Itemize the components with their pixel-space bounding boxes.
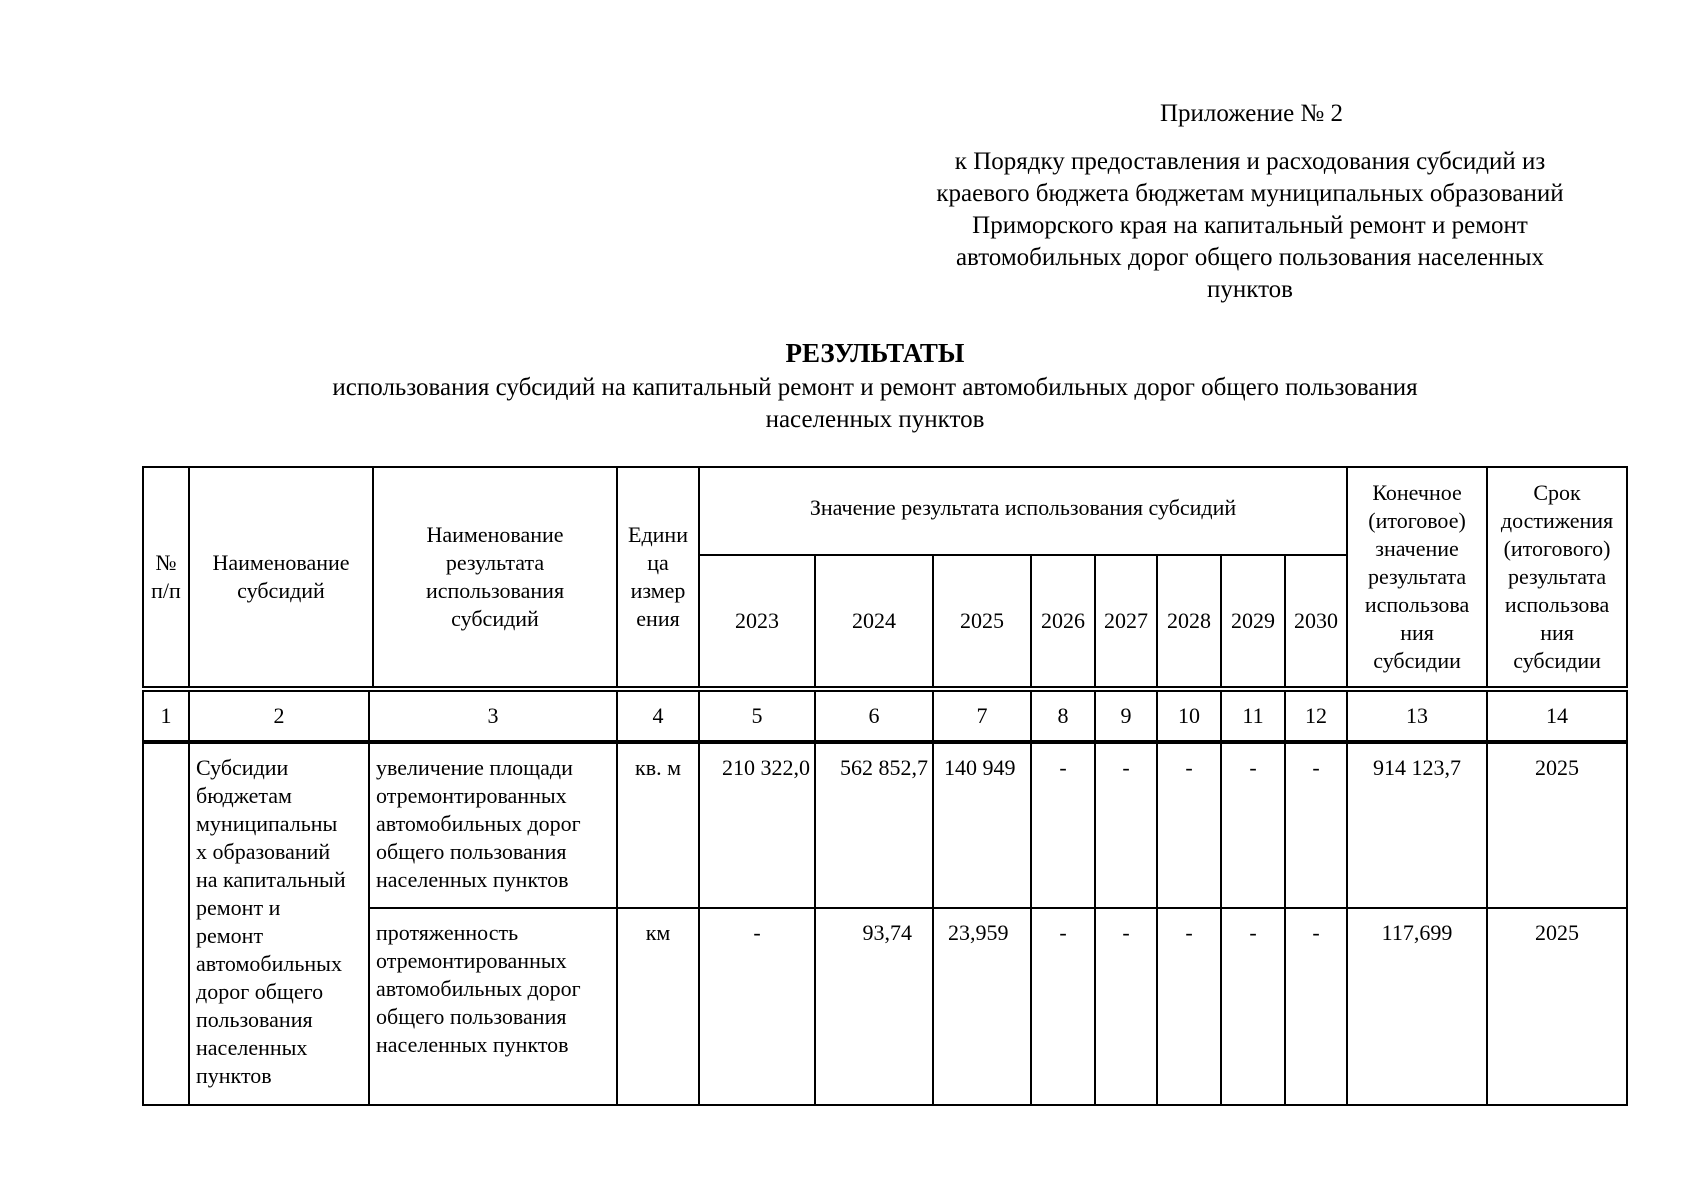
cell-text: общего пользования xyxy=(376,1004,567,1029)
cell-text: населенных xyxy=(196,1035,308,1060)
row-number-cell xyxy=(143,743,189,1105)
column-number: 14 xyxy=(1487,691,1627,741)
cell-text: автомобильных дорог xyxy=(376,811,581,836)
cell-text: отремонтированных xyxy=(376,948,567,973)
deadline-cell: 2025 xyxy=(1487,743,1627,908)
header-text: (итогового) xyxy=(1503,536,1611,561)
subheading-line: использования субсидий на капитальный ремонт и ремонт автомобильных дорог общего пользования xyxy=(332,374,1418,401)
cell-text: ремонт xyxy=(196,923,264,948)
value-cell: - xyxy=(1031,743,1095,908)
header-year: 2028 xyxy=(1157,555,1221,687)
subsidy-name-cell xyxy=(189,743,369,1105)
header-text: субсидий xyxy=(237,578,325,603)
value-cell: 93,74 xyxy=(815,908,933,1105)
column-number: 7 xyxy=(933,691,1031,741)
column-number: 11 xyxy=(1221,691,1285,741)
header-text: ца xyxy=(647,550,669,575)
header-year: 2030 xyxy=(1285,555,1347,687)
header-text: п/п xyxy=(151,578,181,603)
cell-text: пунктов xyxy=(196,1063,272,1088)
header-text: Наименование xyxy=(426,522,564,547)
header-text: субсидии xyxy=(1373,648,1461,673)
header-text: достижения xyxy=(1500,508,1614,533)
column-number: 9 xyxy=(1095,691,1157,741)
value-cell: - xyxy=(1221,908,1285,1105)
cell-text: автомобильных xyxy=(196,951,342,976)
header-text: ения xyxy=(636,606,680,631)
header-year: 2025 xyxy=(933,555,1031,687)
column-number: 2 xyxy=(189,691,369,741)
header-text: ния xyxy=(1540,620,1574,645)
subheading-line: населенных пунктов xyxy=(765,406,985,433)
header-final-value xyxy=(1347,467,1487,687)
cell-text: населенных пунктов xyxy=(376,1032,569,1057)
column-number: 10 xyxy=(1157,691,1221,741)
header-text: результата xyxy=(1507,564,1607,589)
header-text: Наименование xyxy=(212,550,350,575)
unit-cell: км xyxy=(617,908,699,1105)
cell-text: увеличение площади xyxy=(376,755,573,780)
cell-text: дорог общего xyxy=(196,979,324,1004)
appendix-line: пунктов xyxy=(1207,276,1293,303)
header-deadline xyxy=(1487,467,1627,687)
results-table-header xyxy=(142,466,1628,688)
unit-cell: кв. м xyxy=(617,743,699,908)
value-cell: - xyxy=(699,908,815,1105)
header-text: использова xyxy=(1504,592,1610,617)
cell-text: автомобильных дорог xyxy=(376,976,581,1001)
header-text: субсидий xyxy=(451,606,539,631)
value-cell: - xyxy=(1095,743,1157,908)
column-number: 4 xyxy=(617,691,699,741)
cell-text: протяженность xyxy=(376,920,519,945)
column-number: 3 xyxy=(369,691,617,741)
cell-text: бюджетам xyxy=(196,783,292,808)
header-result-name xyxy=(373,467,617,687)
value-cell: 23,959 xyxy=(933,908,1031,1105)
appendix-line: к Порядку предоставления и расходования субсидий из xyxy=(954,148,1546,175)
header-text: значение xyxy=(1375,536,1459,561)
cell-text: муниципальны xyxy=(196,811,338,836)
cell-text: пользования xyxy=(196,1007,313,1032)
header-text: использова xyxy=(1364,592,1470,617)
header-year: 2023 xyxy=(699,555,815,687)
cell-text: Субсидии xyxy=(196,755,289,780)
cell-text: на капитальный xyxy=(196,867,346,892)
header-text: (итоговое) xyxy=(1368,508,1466,533)
header-text: № xyxy=(155,550,177,575)
header-text: Срок xyxy=(1533,480,1581,505)
appendix-line: Приморского края на капитальный ремонт и ремонт xyxy=(972,212,1528,239)
document-heading: РЕЗУЛЬТАТЫ xyxy=(785,338,965,368)
value-cell: - xyxy=(1285,908,1347,1105)
value-cell: - xyxy=(1095,908,1157,1105)
value-cell: - xyxy=(1031,908,1095,1105)
header-values-group: Значение результата использования субсидий xyxy=(699,467,1347,555)
appendix-reference xyxy=(880,146,1620,306)
header-subsidy-name xyxy=(189,467,373,687)
appendix-line: автомобильных дорог общего пользования населенных xyxy=(955,244,1545,271)
header-text: Конечное xyxy=(1372,480,1462,505)
header-num xyxy=(143,467,189,687)
header-year: 2024 xyxy=(815,555,933,687)
header-text: Едини xyxy=(628,522,688,547)
results-table-body xyxy=(142,742,1628,1106)
header-text: измер xyxy=(630,578,686,603)
column-numbers-row xyxy=(142,690,1628,742)
value-cell: 210 322,0 xyxy=(699,743,815,908)
cell-text: отремонтированных xyxy=(376,783,567,808)
header-text: результата xyxy=(1367,564,1467,589)
value-cell: - xyxy=(1285,743,1347,908)
value-cell: 140 949 xyxy=(933,743,1031,908)
column-number: 8 xyxy=(1031,691,1095,741)
value-cell: - xyxy=(1157,743,1221,908)
header-year: 2027 xyxy=(1095,555,1157,687)
header-year: 2026 xyxy=(1031,555,1095,687)
cell-text: х образований xyxy=(196,839,331,864)
header-year: 2029 xyxy=(1221,555,1285,687)
result-name-cell xyxy=(369,743,617,908)
column-number: 13 xyxy=(1347,691,1487,741)
final-value-cell: 117,699 xyxy=(1347,908,1487,1105)
column-number: 6 xyxy=(815,691,933,741)
header-text: использования xyxy=(425,578,565,603)
header-unit xyxy=(617,467,699,687)
document-subheading xyxy=(200,372,1550,436)
final-value-cell: 914 123,7 xyxy=(1347,743,1487,908)
column-number: 5 xyxy=(699,691,815,741)
cell-text: ремонт и xyxy=(196,895,281,920)
column-number: 12 xyxy=(1285,691,1347,741)
header-text: результата xyxy=(445,550,545,575)
value-cell: - xyxy=(1157,908,1221,1105)
deadline-cell: 2025 xyxy=(1487,908,1627,1105)
value-cell: - xyxy=(1221,743,1285,908)
appendix-line: краевого бюджета бюджетам муниципальных образований xyxy=(936,180,1564,207)
column-number: 1 xyxy=(143,691,189,741)
value-cell: 562 852,7 xyxy=(815,743,933,908)
header-text: ния xyxy=(1400,620,1434,645)
result-name-cell xyxy=(369,908,617,1105)
header-text: субсидии xyxy=(1513,648,1601,673)
cell-text: общего пользования xyxy=(376,839,567,864)
appendix-title: Приложение № 2 xyxy=(1160,100,1344,127)
cell-text: населенных пунктов xyxy=(376,867,569,892)
